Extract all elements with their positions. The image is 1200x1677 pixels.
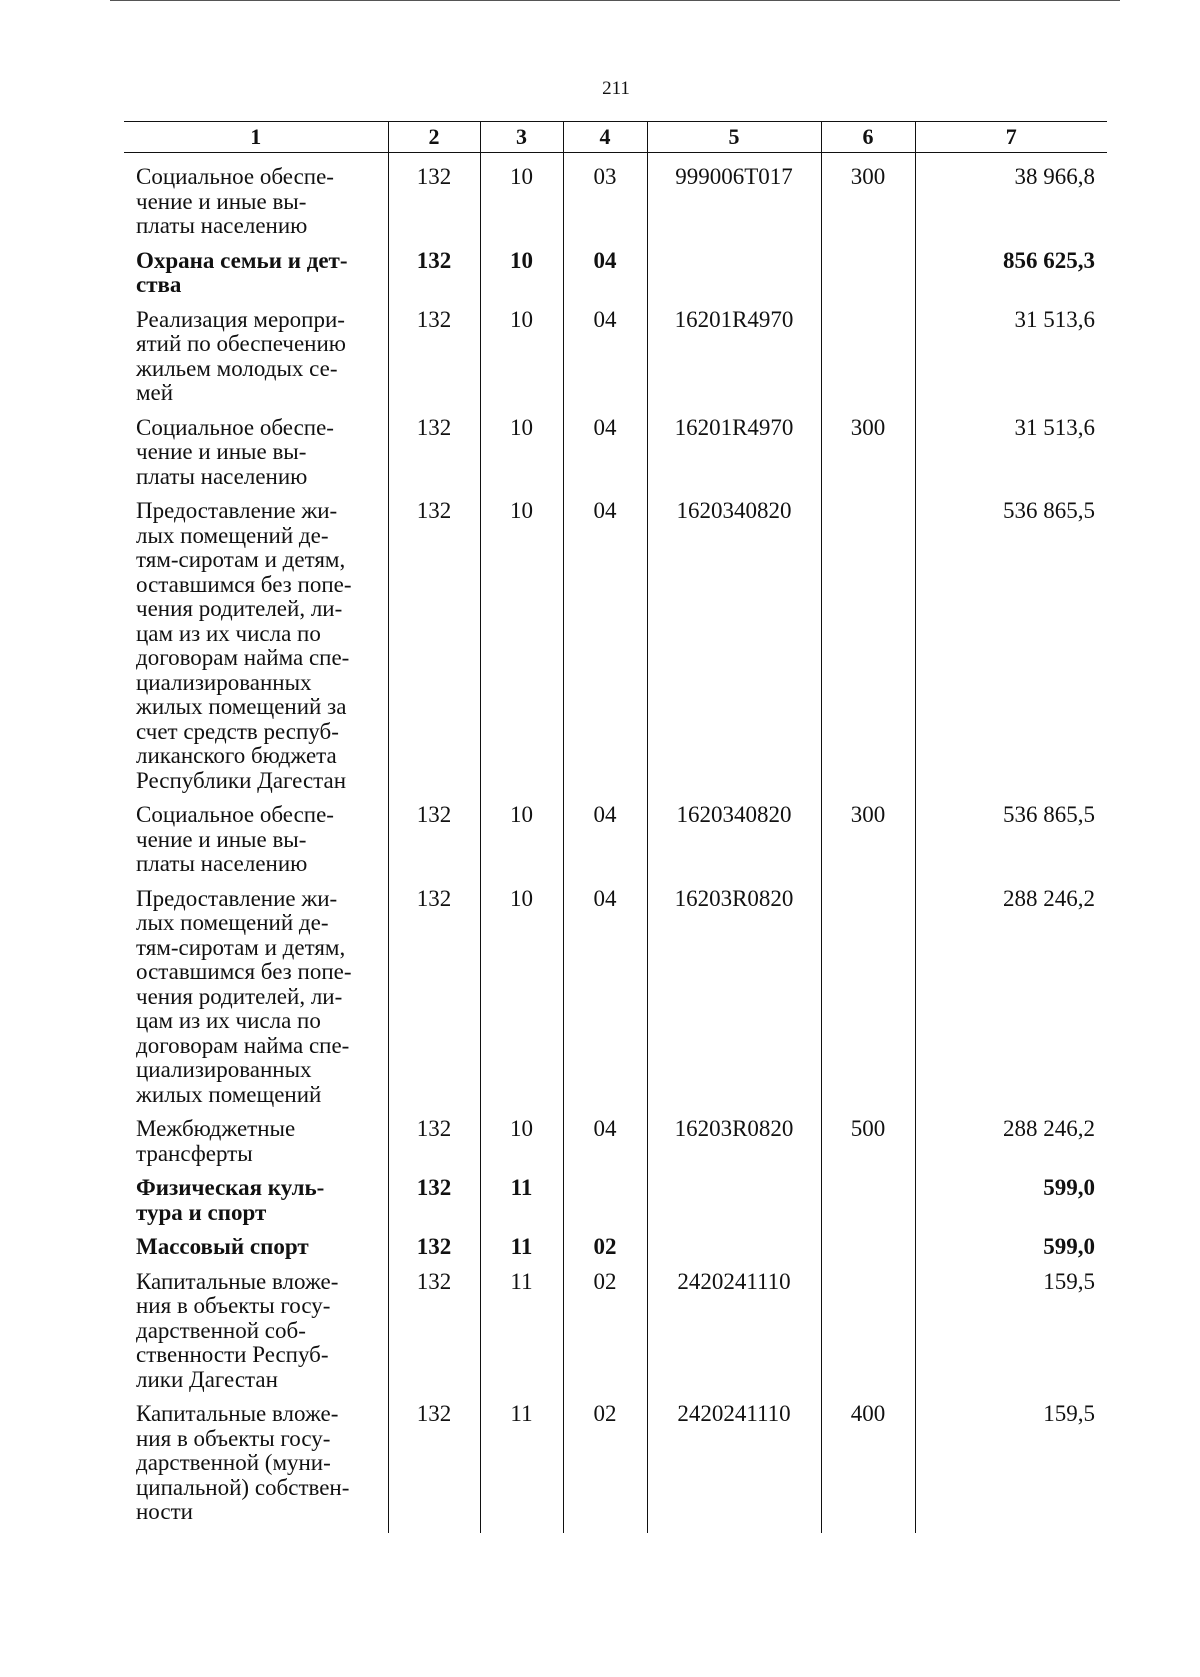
- col3-section: 11: [480, 1176, 563, 1235]
- col6-expense-type: 300: [821, 803, 915, 887]
- row-name: Физическая куль- тура и спорт: [136, 1175, 325, 1225]
- column-header: 7: [915, 122, 1107, 153]
- col6-expense-type: [821, 887, 915, 1118]
- row-name: Массовый спорт: [136, 1234, 309, 1259]
- table-row: [124, 1270, 1107, 1403]
- col4-subsection: 04: [563, 1117, 647, 1176]
- table-row: [124, 887, 1107, 1118]
- col5-target-code: 1620340820: [647, 803, 821, 887]
- table-row: [124, 1117, 1107, 1176]
- column-header: 1: [124, 122, 388, 153]
- col2-code: 132: [388, 416, 480, 500]
- col7-amount: 288 246,2: [915, 1117, 1107, 1176]
- col4-subsection: 03: [563, 165, 647, 249]
- col2-code: 132: [388, 887, 480, 1118]
- table-row: [124, 1176, 1107, 1235]
- col6-expense-type: 400: [821, 1402, 915, 1533]
- row-name: Капитальные вложе- ния в объекты госу- дарственной (муни- ципальной) собствен- ности: [136, 1401, 350, 1524]
- col7-amount: 38 966,8: [915, 165, 1107, 249]
- col4-subsection: 04: [563, 308, 647, 416]
- budget-table: [124, 121, 1107, 1533]
- col7-amount: 599,0: [915, 1176, 1107, 1235]
- col2-code: 132: [388, 249, 480, 308]
- col6-expense-type: [821, 249, 915, 308]
- col2-code: 132: [388, 1235, 480, 1270]
- col6-expense-type: [821, 1270, 915, 1403]
- col7-amount: 159,5: [915, 1270, 1107, 1403]
- col5-target-code: 2420241110: [647, 1270, 821, 1403]
- row-name: Социальное обеспе- чение и иные вы- платы населению: [136, 414, 334, 489]
- col2-code: 132: [388, 165, 480, 249]
- col6-expense-type: [821, 499, 915, 803]
- col3-section: 11: [480, 1270, 563, 1403]
- col5-target-code: 999006Т017: [647, 165, 821, 249]
- col7-amount: 288 246,2: [915, 887, 1107, 1118]
- table-row: [124, 165, 1107, 249]
- col6-expense-type: [821, 1176, 915, 1235]
- col4-subsection: 04: [563, 499, 647, 803]
- row-name: Капитальные вложе- ния в объекты госу- дарственной соб- ственности Респуб- лики Дагестан: [136, 1268, 339, 1392]
- row-name: Социальное обеспе- чение и иные вы- платы населению: [136, 802, 334, 876]
- row-name: Реализация меропри- ятий по обеспечению жильем молодых се- мей: [136, 306, 346, 405]
- col5-target-code: [647, 1176, 821, 1235]
- table-header-row: [124, 122, 1107, 153]
- table-row: [124, 1402, 1107, 1533]
- col3-section: 10: [480, 499, 563, 803]
- table-row: [124, 308, 1107, 416]
- row-name: Социальное обеспе- чение и иные вы- платы населению: [136, 164, 334, 238]
- top-rule: [110, 0, 1120, 1]
- col6-expense-type: 500: [821, 1117, 915, 1176]
- col3-section: 10: [480, 887, 563, 1118]
- col3-section: 10: [480, 249, 563, 308]
- col2-code: 132: [388, 308, 480, 416]
- col7-amount: 159,5: [915, 1402, 1107, 1533]
- col4-subsection: 02: [563, 1270, 647, 1403]
- column-header: 6: [821, 122, 915, 153]
- column-header: 5: [647, 122, 821, 153]
- table-row: [124, 803, 1107, 887]
- col2-code: 132: [388, 1176, 480, 1235]
- col4-subsection: 04: [563, 416, 647, 500]
- col3-section: 10: [480, 165, 563, 249]
- column-header: 2: [388, 122, 480, 153]
- row-name: Охрана семьи и дет- ства: [136, 247, 348, 297]
- col4-subsection: 04: [563, 803, 647, 887]
- col2-code: 132: [388, 1117, 480, 1176]
- col5-target-code: 16203R0820: [647, 887, 821, 1118]
- col2-code: 132: [388, 803, 480, 887]
- col3-section: 11: [480, 1402, 563, 1533]
- row-name: Межбюджетные трансферты: [136, 1116, 296, 1166]
- col4-subsection: 04: [563, 249, 647, 308]
- col7-amount: 31 513,6: [915, 416, 1107, 500]
- col7-amount: 31 513,6: [915, 308, 1107, 416]
- table-row: [124, 416, 1107, 500]
- col3-section: 10: [480, 1117, 563, 1176]
- col7-amount: 536 865,5: [915, 499, 1107, 803]
- col2-code: 132: [388, 1402, 480, 1533]
- col4-subsection: [563, 1176, 647, 1235]
- col7-amount: 536 865,5: [915, 803, 1107, 887]
- row-name: Предоставление жи- лых помещений де- тям-сиротам и детям, оставшимся без попе- чения родителей, ли- цам из их числа по договорам найма спе- циализированных жилых помещений за счет средств респуб- ликанского бюджета Республики Дагестан: [136, 498, 352, 793]
- col5-target-code: 16201R4970: [647, 416, 821, 500]
- col6-expense-type: [821, 308, 915, 416]
- col5-target-code: 16203R0820: [647, 1117, 821, 1176]
- column-header: 4: [563, 122, 647, 153]
- col4-subsection: 02: [563, 1402, 647, 1533]
- column-header: 3: [480, 122, 563, 153]
- table-row: [124, 249, 1107, 308]
- col3-section: 10: [480, 416, 563, 500]
- col5-target-code: 16201R4970: [647, 308, 821, 416]
- col5-target-code: 1620340820: [647, 499, 821, 803]
- col4-subsection: 04: [563, 887, 647, 1118]
- col2-code: 132: [388, 499, 480, 803]
- col6-expense-type: 300: [821, 416, 915, 500]
- col3-section: 11: [480, 1235, 563, 1270]
- col7-amount: 856 625,3: [915, 249, 1107, 308]
- col5-target-code: [647, 1235, 821, 1270]
- col6-expense-type: 300: [821, 165, 915, 249]
- row-name: Предоставление жи- лых помещений де- тям-сиротам и детям, оставшимся без попе- чения родителей, ли- цам из их числа по договорам найма спе- циализированных жилых помещений: [136, 885, 352, 1107]
- col4-subsection: 02: [563, 1235, 647, 1270]
- col5-target-code: [647, 249, 821, 308]
- col2-code: 132: [388, 1270, 480, 1403]
- table-row: [124, 1235, 1107, 1270]
- page-number: 211: [602, 78, 630, 99]
- col5-target-code: 2420241110: [647, 1402, 821, 1533]
- table-row: [124, 499, 1107, 803]
- col6-expense-type: [821, 1235, 915, 1270]
- col3-section: 10: [480, 803, 563, 887]
- col3-section: 10: [480, 308, 563, 416]
- col7-amount: 599,0: [915, 1235, 1107, 1270]
- table-body: [124, 153, 1107, 1533]
